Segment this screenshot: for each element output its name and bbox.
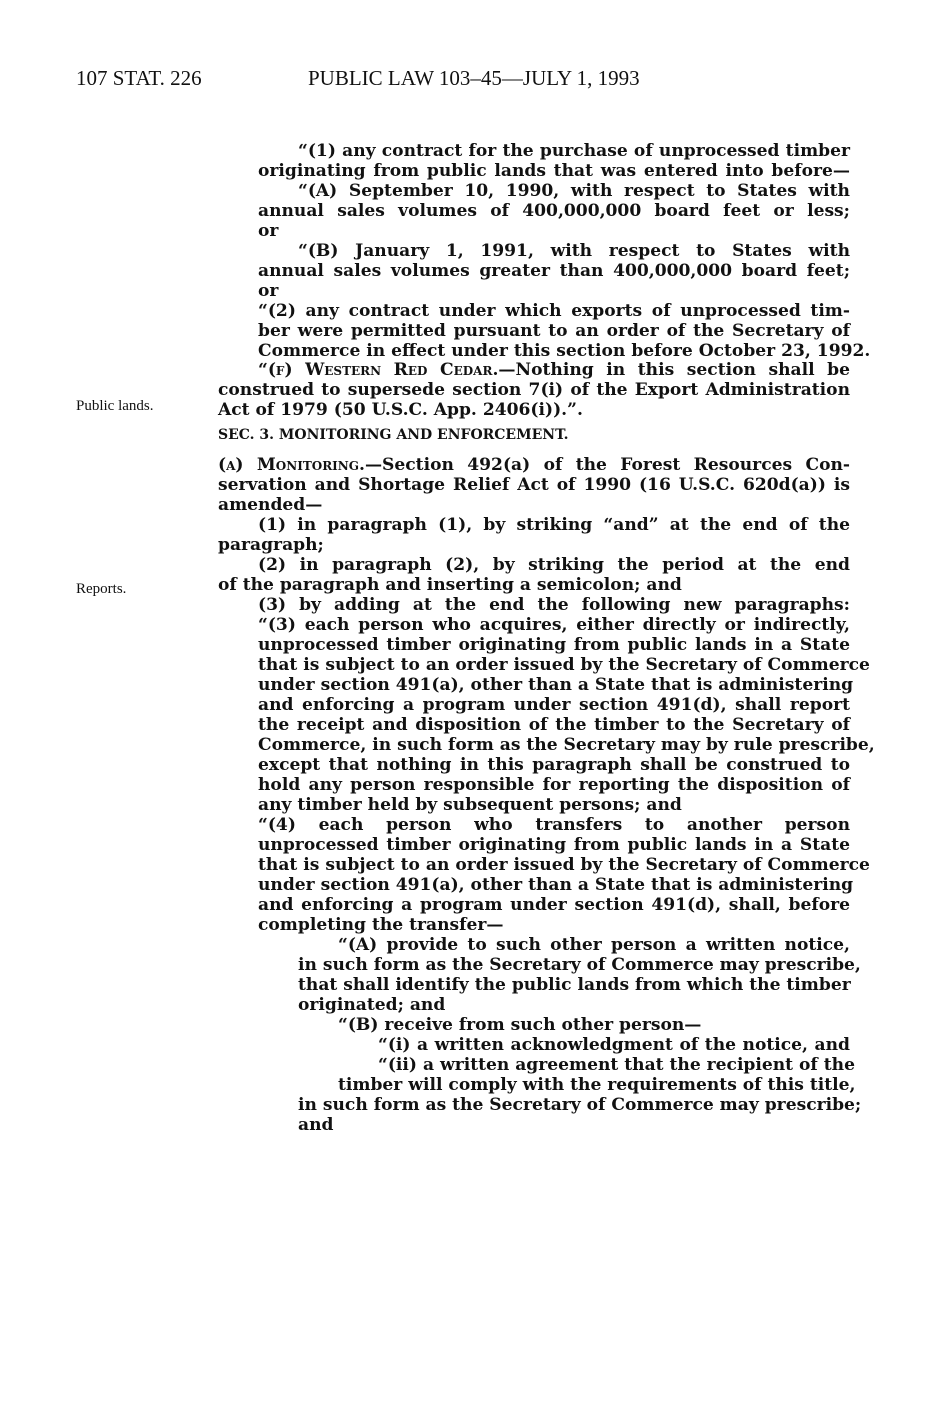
subsection-a-line <box>218 455 850 475</box>
text-line: Commerce in effect under this section before October 23, 1992. <box>258 341 871 361</box>
text-line: “(i) a written acknowledgment of the notice, and <box>378 1035 850 1055</box>
subsection-f-text: —Nothing in this section shall be <box>498 360 850 380</box>
text-line: paragraph; <box>218 535 324 555</box>
text-line: (3) by adding at the end the following new paragraphs: <box>258 595 850 615</box>
text-line: (1) in paragraph (1), by striking “and” at the end of the <box>258 515 850 535</box>
page-header <box>76 66 726 90</box>
text-line: Act of 1979 (50 U.S.C. App. 2406(i)).”. <box>218 400 583 420</box>
public-law-title: PUBLIC LAW 103–45—JULY 1, 1993 <box>308 66 640 90</box>
text-line: except that nothing in this paragraph shall be construed to <box>258 755 850 775</box>
text-line: that is subject to an order issued by the Secretary of Commerce <box>258 655 870 675</box>
text-line: under section 491(a), other than a State that is administering <box>258 675 854 695</box>
text-line: that is subject to an order issued by the Secretary of Commerce <box>258 855 870 875</box>
text-line: annual sales volumes greater than 400,000,000 board feet; <box>258 261 850 281</box>
text-line: “(1) any contract for the purchase of unprocessed timber <box>298 141 850 161</box>
text-line: “(B) January 1, 1991, with respect to States with <box>298 241 850 261</box>
text-line: that shall identify the public lands from which the timber <box>298 975 851 995</box>
text-line: construed to supersede section 7(i) of the Export Administration <box>218 380 850 400</box>
text-line: hold any person responsible for reporting the disposition of <box>258 775 850 795</box>
subsection-a-heading: (a) Monitoring. <box>218 455 365 475</box>
text-line: ber were permitted pursuant to an order of the Secretary of <box>258 321 850 341</box>
text-line: “(2) any contract under which exports of unprocessed tim- <box>258 301 850 321</box>
subsection-f-line <box>258 360 850 380</box>
text-line: amended— <box>218 495 323 515</box>
text-line: originated; and <box>298 995 446 1015</box>
text-line: and enforcing a program under section 491(d), shall report <box>258 695 850 715</box>
subsection-a-text: —Section 492(a) of the Forest Resources Con- <box>364 455 850 475</box>
statute-page-number: 107 STAT. 226 <box>76 66 202 90</box>
text-line: unprocessed timber originating from public lands in a State <box>258 635 850 655</box>
text-line: or <box>258 221 279 241</box>
section-heading: SEC. 3. MONITORING AND ENFORCEMENT. <box>218 427 569 443</box>
text-line: Commerce, in such form as the Secretary may by rule prescribe, <box>258 735 875 755</box>
text-line: under section 491(a), other than a State that is administering <box>258 875 854 895</box>
text-line: (2) in paragraph (2), by striking the period at the end <box>258 555 850 575</box>
text-line: the receipt and disposition of the timber to the Secretary of <box>258 715 850 735</box>
margin-note-public-lands: Public lands. <box>76 398 154 414</box>
text-line: “(A) September 10, 1990, with respect to States with <box>298 181 850 201</box>
text-line: servation and Shortage Relief Act of 1990 (16 U.S.C. 620d(a)) is <box>218 475 850 495</box>
text-line: or <box>258 281 279 301</box>
text-line: of the paragraph and inserting a semicolon; and <box>218 575 682 595</box>
text-line: unprocessed timber originating from public lands in a State <box>258 835 850 855</box>
text-line: timber will comply with the requirements of this title, <box>338 1075 856 1095</box>
text-line: “(B) receive from such other person— <box>338 1015 702 1035</box>
text-line: “(3) each person who acquires, either directly or indirectly, <box>258 615 850 635</box>
text-line: “(4) each person who transfers to another person <box>258 815 850 835</box>
text-line: originating from public lands that was entered into before— <box>258 161 850 181</box>
text-line: “(A) provide to such other person a written notice, <box>338 935 850 955</box>
text-line: completing the transfer— <box>258 915 504 935</box>
subsection-f-heading: “(f) Western Red Cedar. <box>258 360 499 380</box>
text-line: annual sales volumes of 400,000,000 board feet or less; <box>258 201 850 221</box>
text-line: and <box>298 1115 334 1135</box>
margin-note-reports: Reports. <box>76 581 127 597</box>
text-line: “(ii) a written agreement that the recipient of the <box>378 1055 855 1075</box>
text-line: and enforcing a program under section 491(d), shall, before <box>258 895 850 915</box>
text-line: in such form as the Secretary of Commerce may prescribe, <box>298 955 861 975</box>
text-line: in such form as the Secretary of Commerce may prescribe; <box>298 1095 862 1115</box>
text-line: any timber held by subsequent persons; and <box>258 795 682 815</box>
